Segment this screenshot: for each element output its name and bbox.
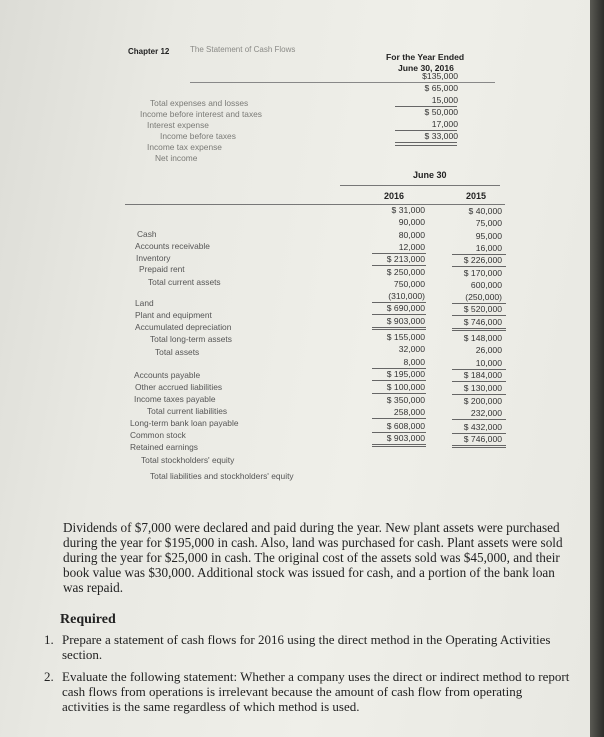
description-paragraph: Dividends of $7,000 were declared and paid during the year. New plant assets were purchased during the year for $195,000 in cash. Also, land was purchased for cash. Plant assets were sold during the year for $25,000 in cash. The original cost of the assets sold was $45,000, and their book value was $30,000. Additional stock was issued for cash, and a portion of the bank loan was repaid. [63,520,563,595]
june-30-heading: June 30 [413,170,447,180]
balance-row-label: Other accrued liabilities [135,382,223,392]
balance-rule [372,418,426,419]
balance-rule [452,381,506,382]
balance-value-2016: 750,000 [393,278,425,289]
balance-rule [452,303,506,304]
balance-rule [372,253,426,254]
balance-rule [372,368,426,369]
balance-row-label: Total liabilities and stockholders' equity [150,471,294,481]
balance-rule [452,433,506,434]
income-label: Net income [155,153,198,163]
balance-value-2016: 12,000 [398,241,425,252]
balance-row-label: Land [135,298,154,308]
balance-value-2015: 16,000 [475,242,502,253]
balance-double-rule [372,446,426,447]
balance-value-2015: $ 130,000 [463,383,502,394]
balance-rule [372,265,426,266]
income-value: $ 65,000 [424,83,458,93]
balance-rule [372,302,426,303]
balance-double-rule [452,330,506,331]
balance-row-label: Accounts payable [134,370,201,380]
balance-value-2016: $ 155,000 [386,332,425,342]
balance-value-2015: 95,000 [475,230,502,241]
balance-rule [372,444,426,445]
balance-value-2016: $ 903,000 [386,433,425,444]
chapter-title: The Statement of Cash Flows [190,45,296,54]
balance-rule [372,314,426,315]
income-rule [395,142,457,143]
balance-rule [452,254,506,255]
balance-double-rule [372,329,426,330]
balance-row-label: Total assets [155,347,200,357]
balance-value-2016: $ 350,000 [386,394,425,405]
balance-value-2016: $ 31,000 [391,205,425,215]
balance-value-2015: $ 200,000 [463,395,502,406]
balance-rule [452,419,506,420]
balance-rule [452,328,506,329]
balance-value-2015: 232,000 [470,407,502,418]
balance-value-2015: (250,000) [465,292,502,303]
balance-rule [372,327,426,328]
balance-row-label: Retained earnings [130,442,198,452]
income-label: Interest expense [147,120,209,130]
balance-value-2015: 26,000 [475,345,502,356]
income-label: Income before interest and taxes [140,109,262,119]
balance-value-2015: 10,000 [475,357,502,368]
balance-value-2015: $ 520,000 [463,304,502,315]
required-item-1-text: Prepare a statement of cash flows for 2016 using the direct method in the Operating Activities section. [62,632,551,662]
balance-value-2015: $ 170,000 [463,267,502,278]
balance-rule [372,380,426,381]
june-rule [340,185,500,186]
balance-row-label: Plant and equipment [135,310,212,320]
balance-value-2015: $ 148,000 [463,333,502,343]
balance-value-2015: 600,000 [470,279,502,290]
balance-row-label: Total current assets [148,277,221,287]
balance-rule [372,393,426,394]
income-value: $ 33,000 [424,131,458,141]
income-value: $135,000 [422,71,458,81]
income-value: 15,000 [431,95,458,105]
balance-value-2015: 75,000 [475,218,502,229]
income-rule [395,145,457,146]
chapter-number: Chapter 12 [128,47,170,56]
balance-rule [452,445,506,446]
income-label: Income before taxes [160,131,236,141]
income-rule [395,106,457,107]
required-item-1-number: 1. [44,632,54,647]
balance-rule [452,394,506,395]
balance-row-label: Long-term bank loan payable [130,418,239,428]
balance-rule [452,315,506,316]
balance-value-2016: (310,000) [388,291,425,302]
required-item-2-number: 2. [44,669,54,684]
balance-value-2016: 90,000 [398,217,425,228]
column-head-rule [125,204,505,205]
balance-value-2015: $ 184,000 [463,369,502,380]
balance-row-label: Common stock [130,430,186,440]
balance-row-label: Prepaid rent [139,264,185,274]
income-label: Total expenses and losses [150,98,249,108]
balance-row-label: Total stockholders' equity [141,455,235,465]
balance-value-2015: $ 226,000 [463,255,502,266]
balance-row-label: Total current liabilities [147,406,228,416]
balance-double-rule [452,447,506,448]
balance-value-2016: 80,000 [398,229,425,240]
balance-row-label: Accumulated depreciation [135,322,232,332]
period-line-1: For the Year Ended [386,52,465,62]
balance-row-label: Cash [137,229,157,239]
balance-value-2015: $ 432,000 [463,422,502,433]
income-value: $ 50,000 [424,107,458,117]
balance-value-2016: $ 195,000 [386,368,425,379]
balance-value-2016: 8,000 [403,356,425,367]
balance-value-2016: $ 903,000 [386,315,425,326]
balance-value-2016: 258,000 [393,406,425,417]
balance-value-2016: $ 100,000 [386,382,425,393]
balance-row-label: Accounts receivable [135,241,210,251]
income-value: 17,000 [431,119,458,129]
balance-rule [372,432,426,433]
balance-rule [452,266,506,267]
balance-row-label: Income taxes payable [134,394,216,404]
balance-value-2015: $ 746,000 [463,434,502,445]
column-2016: 2016 [384,191,405,201]
balance-row-label: Total long-term assets [150,334,232,344]
column-2015: 2015 [466,191,487,201]
book-spine-shadow [590,0,604,737]
balance-value-2015: $ 746,000 [463,316,502,327]
balance-value-2016: $ 250,000 [386,266,425,277]
required-item-2-text: Evaluate the following statement: Whether a company uses the direct or indirect method to report cash flows from operations is irrelevant because the amount of cash flow from operating activities is the same regardless of which method is used. [62,669,570,714]
income-rule [395,130,457,131]
period-line-2: June 30, 2016 [398,63,454,73]
required-heading: Required [60,612,116,627]
balance-rule [452,369,506,370]
balance-value-2016: 32,000 [398,344,425,355]
balance-row-label: Inventory [136,253,171,263]
balance-value-2016: $ 608,000 [386,421,425,432]
balance-value-2016: $ 213,000 [386,254,425,265]
balance-value-2015: $ 40,000 [468,206,502,216]
balance-value-2016: $ 690,000 [386,303,425,314]
income-label: Income tax expense [147,142,222,152]
